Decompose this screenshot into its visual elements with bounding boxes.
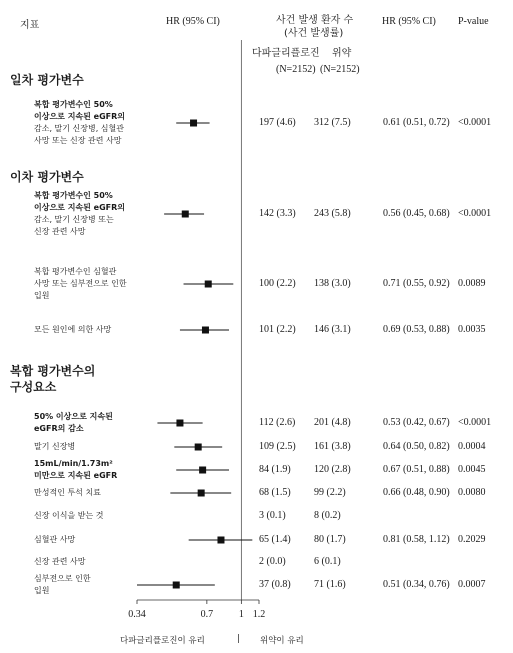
row-label bbox=[34, 411, 159, 435]
header-events-line1: 사건 발생 환자 수 bbox=[276, 15, 354, 26]
header-hr: HR (95% CI) bbox=[382, 16, 436, 27]
row-label bbox=[34, 458, 159, 482]
header-hr-plot: HR (95% CI) bbox=[166, 16, 220, 27]
hr-ci-value: 0.71 (0.55, 0.92) bbox=[383, 278, 450, 289]
hr-point bbox=[176, 420, 183, 427]
p-value: 0.0035 bbox=[458, 324, 486, 335]
x-tick-label: 1 bbox=[238, 609, 244, 620]
header-indicator: 지표 bbox=[20, 20, 40, 31]
p-value: 0.0004 bbox=[458, 441, 486, 452]
section-secondary: 이차 평가변수 bbox=[10, 170, 84, 184]
favors-placebo: 위약이 유리 bbox=[260, 636, 304, 646]
row-label-line: 모든 원인에 의한 사망 bbox=[34, 325, 112, 334]
events-placebo: 120 (2.8) bbox=[314, 464, 351, 475]
p-value: 0.2029 bbox=[458, 534, 486, 545]
events-placebo: 146 (3.1) bbox=[314, 324, 351, 335]
row-label-line: 신장 관련 사망 bbox=[34, 227, 86, 236]
row-label-line: 입원 bbox=[34, 291, 50, 300]
events-treatment: 142 (3.3) bbox=[259, 208, 296, 219]
x-tick-label: 0.7 bbox=[200, 609, 214, 620]
events-placebo: 243 (5.8) bbox=[314, 208, 351, 219]
events-placebo: 6 (0.1) bbox=[314, 556, 341, 567]
hr-point bbox=[199, 467, 206, 474]
hr-ci-value: 0.66 (0.48, 0.90) bbox=[383, 487, 450, 498]
hr-ci-value: 0.81 (0.58, 1.12) bbox=[383, 534, 450, 545]
hr-point bbox=[217, 537, 224, 544]
row-label bbox=[34, 441, 159, 453]
row-label-line: 복합 평가변수인 50% bbox=[34, 191, 113, 200]
row-label-line: 신장 관련 사망 bbox=[34, 557, 86, 566]
row-label bbox=[34, 556, 159, 568]
header-treatment: 다파글리플로진 bbox=[252, 48, 320, 59]
p-value: 0.0007 bbox=[458, 579, 486, 590]
hr-ci-value: 0.69 (0.53, 0.88) bbox=[383, 324, 450, 335]
events-placebo: 8 (0.2) bbox=[314, 510, 341, 521]
events-treatment: 84 (1.9) bbox=[259, 464, 291, 475]
hr-point bbox=[198, 490, 205, 497]
events-placebo: 71 (1.6) bbox=[314, 579, 346, 590]
header-p-value: P-value bbox=[458, 16, 489, 27]
p-value: <0.0001 bbox=[458, 208, 492, 219]
p-value: <0.0001 bbox=[458, 417, 492, 428]
favors-treatment: 다파글리플로진이 유리 bbox=[120, 636, 205, 646]
row-label-line: 50% 이상으로 지속된 bbox=[34, 412, 113, 421]
events-treatment: 101 (2.2) bbox=[259, 324, 296, 335]
row-label-line: 감소, 말기 신장병, 심혈관 bbox=[34, 124, 124, 133]
section-primary: 일차 평가변수 bbox=[10, 73, 84, 87]
hr-point bbox=[195, 444, 202, 451]
header-n-treatment: (N=2152) bbox=[276, 64, 316, 75]
events-treatment: 37 (0.8) bbox=[259, 579, 291, 590]
row-label bbox=[34, 487, 159, 499]
hr-point bbox=[173, 582, 180, 589]
events-treatment: 65 (1.4) bbox=[259, 534, 291, 545]
row-label-line: 심혈관 사망 bbox=[34, 535, 76, 544]
hr-point bbox=[202, 327, 209, 334]
row-label-line: 입원 bbox=[34, 586, 50, 595]
row-label bbox=[34, 190, 159, 238]
hr-ci-value: 0.67 (0.51, 0.88) bbox=[383, 464, 450, 475]
header-n-placebo: (N=2152) bbox=[320, 64, 360, 75]
header-placebo: 위약 bbox=[332, 48, 352, 59]
section-components-line1: 복합 평가변수의 bbox=[10, 364, 96, 378]
row-label-line: eGFR의 감소 bbox=[34, 424, 84, 433]
row-label-line: 15mL/min/1.73m² bbox=[34, 459, 113, 468]
hr-ci-value: 0.51 (0.34, 0.76) bbox=[383, 579, 450, 590]
row-label-line: 미만으로 지속된 eGFR bbox=[34, 471, 118, 480]
favors-separator: | bbox=[237, 634, 240, 644]
events-placebo: 99 (2.2) bbox=[314, 487, 346, 498]
x-tick-label: 1.2 bbox=[252, 609, 266, 620]
row-label-line: 이상으로 지속된 eGFR의 bbox=[34, 112, 126, 121]
x-tick-label: 0.34 bbox=[128, 609, 146, 620]
hr-ci-value: 0.56 (0.45, 0.68) bbox=[383, 208, 450, 219]
hr-point bbox=[205, 281, 212, 288]
row-label bbox=[34, 573, 159, 597]
p-value: <0.0001 bbox=[458, 117, 492, 128]
p-value: 0.0045 bbox=[458, 464, 486, 475]
p-value: 0.0089 bbox=[458, 278, 486, 289]
row-label-line: 복합 평가변수인 50% bbox=[34, 100, 113, 109]
events-treatment: 112 (2.6) bbox=[259, 417, 296, 428]
hr-ci-value: 0.64 (0.50, 0.82) bbox=[383, 441, 450, 452]
row-label bbox=[34, 510, 159, 522]
row-label bbox=[34, 324, 159, 336]
events-placebo: 201 (4.8) bbox=[314, 417, 351, 428]
row-label bbox=[34, 99, 159, 147]
row-label-line: 복합 평가변수인 심혈관 bbox=[34, 267, 117, 276]
row-label bbox=[34, 534, 159, 546]
hr-point bbox=[190, 120, 197, 127]
hr-point bbox=[182, 211, 189, 218]
events-treatment: 100 (2.2) bbox=[259, 278, 296, 289]
header-events-line2: (사건 발생률) bbox=[284, 28, 344, 39]
events-treatment: 68 (1.5) bbox=[259, 487, 291, 498]
row-label-line: 말기 신장병 bbox=[34, 442, 76, 451]
events-treatment: 2 (0.0) bbox=[259, 556, 286, 567]
p-value: 0.0080 bbox=[458, 487, 486, 498]
events-treatment: 3 (0.1) bbox=[259, 510, 286, 521]
events-treatment: 197 (4.6) bbox=[259, 117, 296, 128]
row-label bbox=[34, 266, 159, 302]
events-placebo: 161 (3.8) bbox=[314, 441, 351, 452]
hr-ci-value: 0.53 (0.42, 0.67) bbox=[383, 417, 450, 428]
row-label-line: 이상으로 지속된 eGFR의 bbox=[34, 203, 126, 212]
row-label-line: 신장 이식을 받는 것 bbox=[34, 511, 104, 520]
row-label-line: 사망 또는 심부전으로 인한 bbox=[34, 279, 127, 288]
events-placebo: 138 (3.0) bbox=[314, 278, 351, 289]
hr-ci-value: 0.61 (0.51, 0.72) bbox=[383, 117, 450, 128]
section-components-line2: 구성요소 bbox=[10, 380, 57, 394]
events-placebo: 80 (1.7) bbox=[314, 534, 346, 545]
row-label-line: 심부전으로 인한 bbox=[34, 574, 91, 583]
row-label-line: 사망 또는 신장 관련 사망 bbox=[34, 136, 122, 145]
row-label-line: 만성적인 투석 치료 bbox=[34, 488, 101, 497]
row-label-line: 감소, 말기 신장병 또는 bbox=[34, 215, 114, 224]
events-placebo: 312 (7.5) bbox=[314, 117, 351, 128]
events-treatment: 109 (2.5) bbox=[259, 441, 296, 452]
